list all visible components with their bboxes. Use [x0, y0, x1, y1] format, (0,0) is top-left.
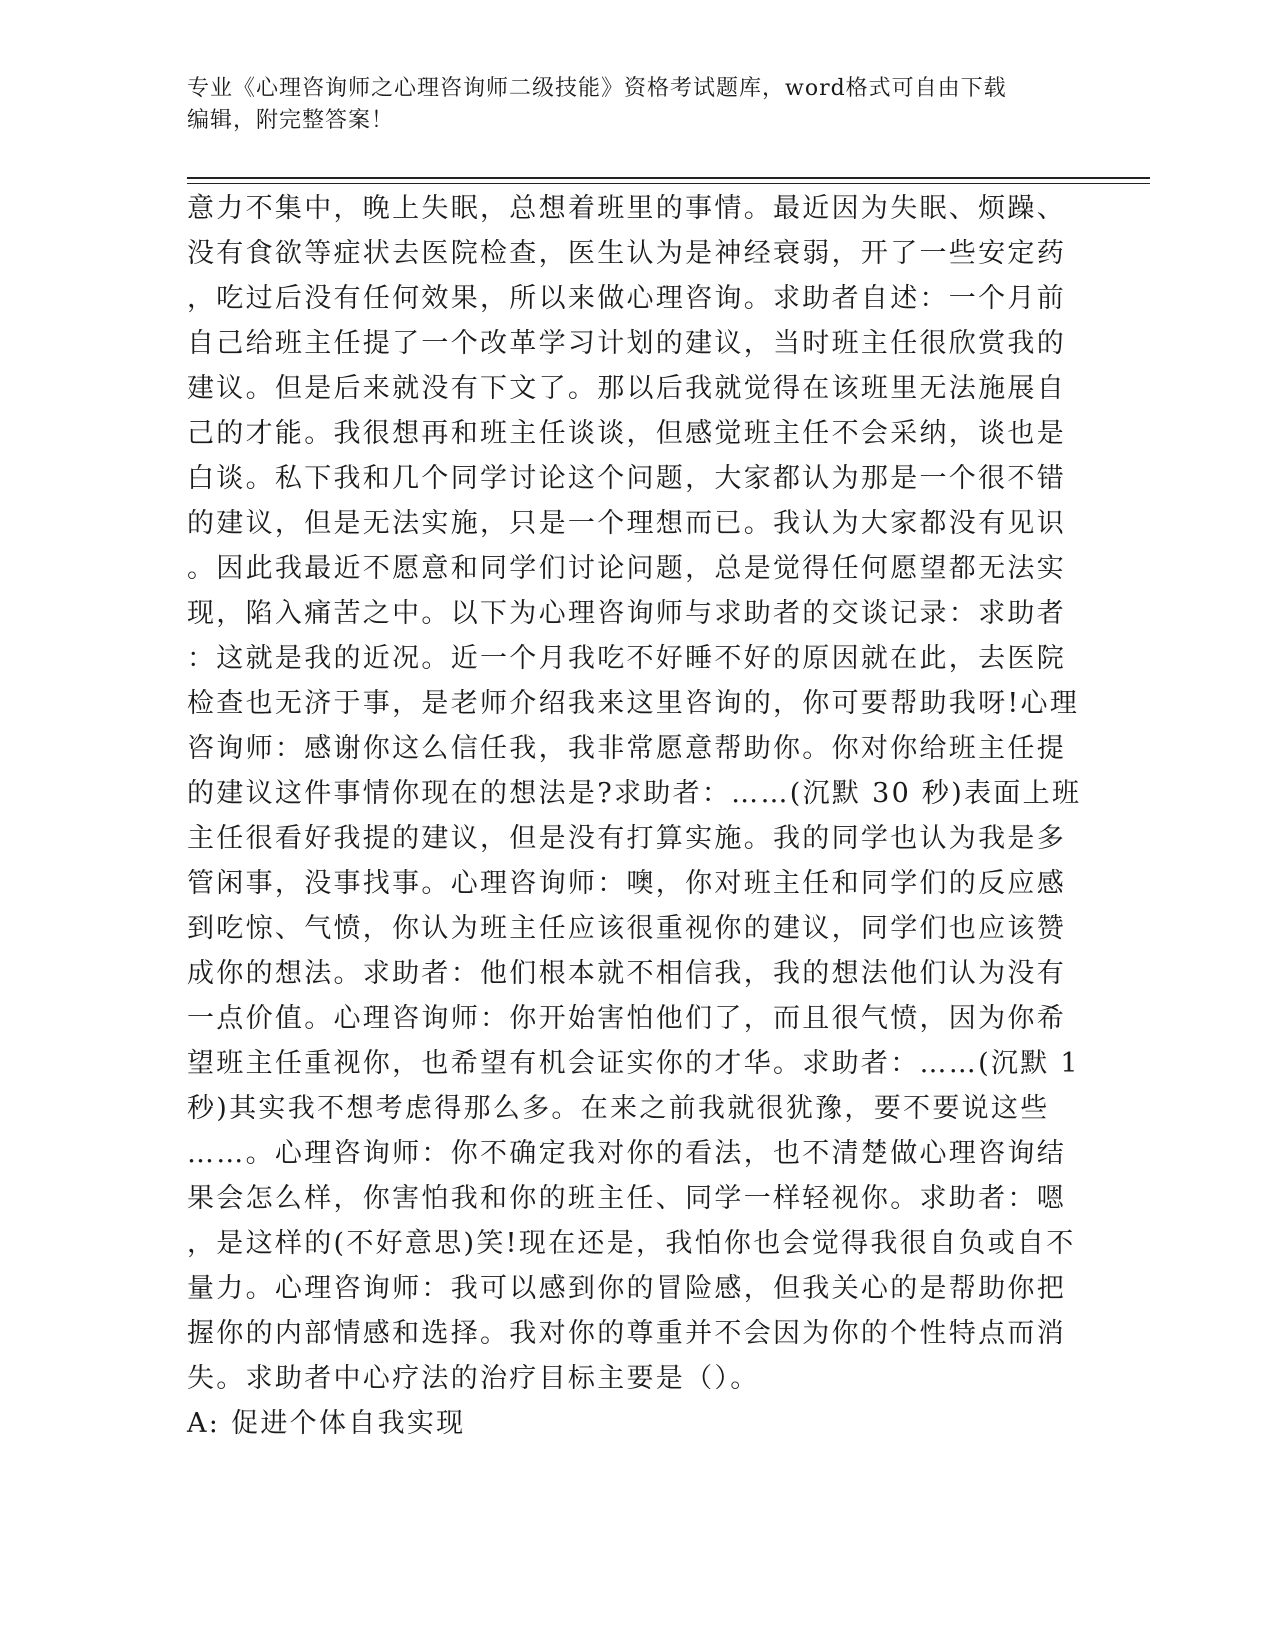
body-line: 握你的内部情感和选择。我对你的尊重并不会因为你的个性特点而消	[187, 1318, 1066, 1349]
body-line: ：这就是我的近况。近一个月我吃不好睡不好的原因就在此，去医院	[187, 643, 1066, 674]
body-line: 意力不集中，晚上失眠，总想着班里的事情。最近因为失眠、烦躁、	[187, 193, 1066, 224]
page-header	[187, 73, 1067, 137]
question-body	[187, 186, 1087, 1446]
body-line: 秒)其实我不想考虑得那么多。在来之前我就很犹豫，要不要说这些	[187, 1093, 1050, 1124]
body-line: 没有食欲等症状去医院检查，医生认为是神经衰弱，开了一些安定药	[187, 238, 1066, 269]
body-line: 检查也无济于事，是老师介绍我来这里咨询的，你可要帮助我呀!心理	[187, 688, 1080, 719]
header-line-2: 编辑，附完整答案！	[187, 108, 395, 133]
body-line: 失。求助者中心疗法的治疗目标主要是（）。	[187, 1363, 760, 1394]
header-divider-thick	[187, 177, 1150, 179]
body-line: 的建议这件事情你现在的想法是?求助者：……(沉默 30 秒)表面上班	[187, 778, 1082, 809]
body-line: 管闲事，没事找事。心理咨询师：噢，你对班主任和同学们的反应感	[187, 868, 1066, 899]
body-line: 现，陷入痛苦之中。以下为心理咨询师与求助者的交谈记录：求助者	[187, 598, 1066, 629]
body-line: 量力。心理咨询师：我可以感到你的冒险感，但我关心的是帮助你把	[187, 1273, 1066, 1304]
body-line: 建议。但是后来就没有下文了。那以后我就觉得在该班里无法施展自	[187, 373, 1066, 404]
body-line: 白谈。私下我和几个同学讨论这个问题，大家都认为那是一个很不错	[187, 463, 1066, 494]
body-line: 。因此我最近不愿意和同学们讨论问题，总是觉得任何愿望都无法实	[187, 553, 1066, 584]
header-divider-thin	[187, 183, 1150, 184]
answer-option-a: A: 促进个体自我实现	[187, 1408, 466, 1439]
body-line: 一点价值。心理咨询师：你开始害怕他们了，而且很气愤，因为你希	[187, 1003, 1066, 1034]
header-line-1: 专业《心理咨询师之心理咨询师二级技能》资格考试题库，word格式可自由下载	[187, 76, 1007, 101]
body-line: 咨询师：感谢你这么信任我，我非常愿意帮助你。你对你给班主任提	[187, 733, 1066, 764]
body-line: 的建议，但是无法实施，只是一个理想而已。我认为大家都没有见识	[187, 508, 1066, 539]
body-line: 自己给班主任提了一个改革学习计划的建议，当时班主任很欣赏我的	[187, 328, 1066, 359]
body-line: 己的才能。我很想再和班主任谈谈，但感觉班主任不会采纳，谈也是	[187, 418, 1066, 449]
body-line: 成你的想法。求助者：他们根本就不相信我，我的想法他们认为没有	[187, 958, 1066, 989]
body-line: 望班主任重视你，也希望有机会证实你的才华。求助者：……(沉默 1	[187, 1048, 1080, 1079]
body-line: 果会怎么样，你害怕我和你的班主任、同学一样轻视你。求助者：嗯	[187, 1183, 1066, 1214]
body-line: ……。心理咨询师：你不确定我对你的看法，也不清楚做心理咨询结	[187, 1138, 1066, 1169]
body-line: 到吃惊、气愤，你认为班主任应该很重视你的建议，同学们也应该赞	[187, 913, 1066, 944]
body-line: ，是这样的(不好意思)笑!现在还是，我怕你也会觉得我很自负或自不	[187, 1228, 1076, 1259]
body-line: ，吃过后没有任何效果，所以来做心理咨询。求助者自述：一个月前	[187, 283, 1066, 314]
body-line: 主任很看好我提的建议，但是没有打算实施。我的同学也认为我是多	[187, 823, 1066, 854]
